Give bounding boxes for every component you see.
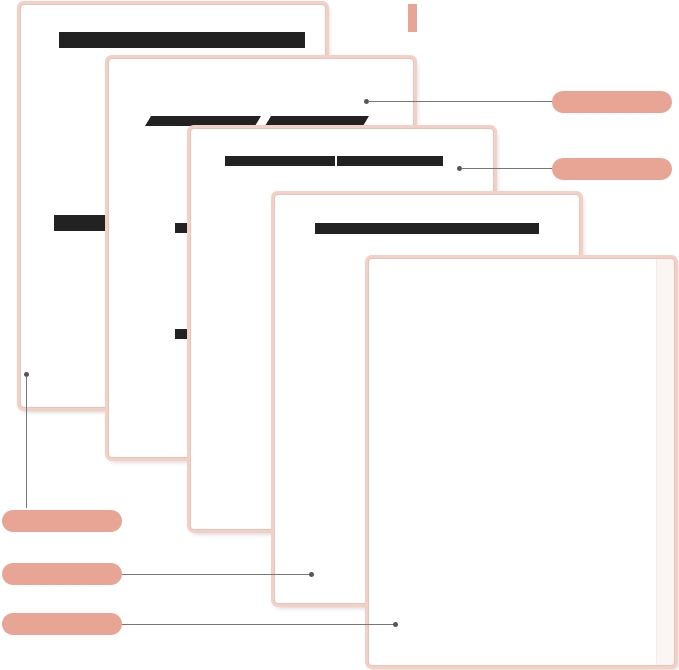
notes-callout (2, 613, 122, 635)
notes-planner (368, 258, 675, 666)
contacts-header (315, 223, 539, 234)
mini-month (54, 53, 103, 54)
contacts-col-numbers (475, 223, 539, 234)
spiral-binding (368, 269, 379, 655)
contacts-tab[interactable] (563, 205, 579, 241)
mini-month (54, 339, 103, 340)
notes-leader-dot (393, 622, 398, 627)
important-dates-leader (368, 101, 554, 102)
important-tab-jan[interactable] (397, 81, 413, 115)
important-ribbon-february (265, 116, 369, 126)
contacts-callout (2, 563, 122, 585)
notes-month-tabs (656, 259, 674, 665)
contacts-leader-dot (309, 572, 314, 577)
notes-leader (122, 624, 394, 625)
mini-month (54, 159, 103, 160)
holidays-callout (552, 158, 672, 180)
yearly-tab-jan[interactable] (309, 31, 325, 61)
mini-month (54, 285, 103, 286)
headline (408, 0, 676, 36)
contacts-col-name (315, 223, 377, 234)
mini-month (54, 103, 103, 104)
spiral-binding (20, 15, 31, 397)
holidays-header-right (337, 156, 443, 166)
holidays-leader (461, 168, 554, 169)
holidays-tab-jan[interactable] (477, 151, 493, 183)
spiral-binding (190, 139, 201, 519)
mini-month (54, 234, 103, 235)
spiral-binding (274, 205, 285, 593)
contacts-col-address (377, 223, 475, 234)
yearly-overview-callout (2, 510, 122, 532)
holidays-header-left (225, 156, 335, 166)
headline-bar-icon (408, 4, 417, 32)
important-dates-callout (552, 91, 672, 113)
yearly-year-bar (59, 32, 305, 48)
spiral-binding (108, 69, 119, 447)
important-ribbon-january (145, 116, 261, 126)
